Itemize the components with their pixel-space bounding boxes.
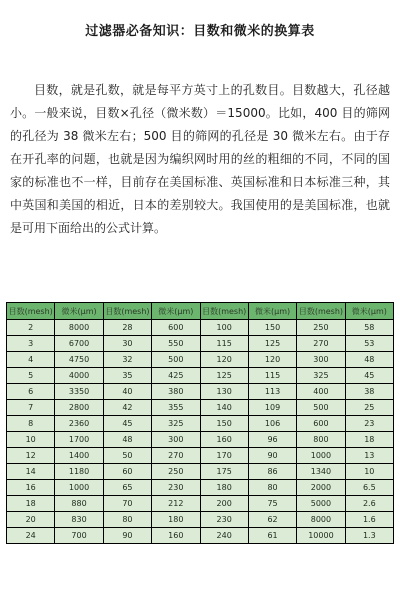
micron-cell: 23 [345,416,393,432]
table-header-row [7,303,394,320]
mesh-cell: 180 [200,480,248,496]
micron-cell: 13 [345,448,393,464]
table-row [7,336,394,352]
micron-cell: 125 [248,336,296,352]
micron-cell: 2800 [55,400,103,416]
micron-cell: 1700 [55,432,103,448]
micron-cell: 25 [345,400,393,416]
micron-cell: 600 [152,320,200,336]
micron-cell: 90 [248,448,296,464]
mesh-cell: 80 [103,512,151,528]
mesh-cell: 30 [103,336,151,352]
article-body [10,79,390,240]
mesh-cell: 10 [7,432,55,448]
mesh-cell: 20 [7,512,55,528]
table-row [7,528,394,544]
micron-cell: 500 [152,352,200,368]
table-row [7,368,394,384]
mesh-cell: 170 [200,448,248,464]
mesh-cell: 5 [7,368,55,384]
micron-cell: 8000 [55,320,103,336]
micron-cell: 62 [248,512,296,528]
mesh-cell: 120 [200,352,248,368]
micron-cell: 550 [152,336,200,352]
micron-cell: 45 [345,368,393,384]
mesh-cell: 10000 [297,528,345,544]
table-row [7,512,394,528]
table-row [7,320,394,336]
micron-cell: 325 [152,416,200,432]
micron-cell: 115 [248,368,296,384]
mesh-cell: 18 [7,496,55,512]
micron-cell: 38 [345,384,393,400]
mesh-cell: 35 [103,368,151,384]
micron-cell: 113 [248,384,296,400]
mesh-cell: 8000 [297,512,345,528]
micron-cell: 6.5 [345,480,393,496]
intro-paragraph: 目数，就是孔数，就是每平方英寸上的孔数目。目数越大，孔径越小。一般来说，目数×孔径（微米数）＝15000。比如，400 目的筛网的孔径为 38 微米左右；500 目的筛网的孔径是 30 微米左右。由于存在开孔率的问题，也就是因为编织网时用的丝的粗细的不同，不同的国家的标准也不一样，目前存在美国标准、英国标准和日本标准三种，其中英国和美国的相近，日本的差别较大。我国使用的是美国标准，也就是可用下面给出的公式计算。 [10,83,390,235]
conversion-table-container [6,302,394,544]
mesh-column-header: 目数(mesh) [200,303,248,320]
mesh-cell: 12 [7,448,55,464]
mesh-cell: 150 [200,416,248,432]
mesh-cell: 50 [103,448,151,464]
micron-cell: 830 [55,512,103,528]
micron-cell: 160 [152,528,200,544]
mesh-cell: 115 [200,336,248,352]
mesh-cell: 2 [7,320,55,336]
micron-cell: 96 [248,432,296,448]
micron-cell: 880 [55,496,103,512]
mesh-cell: 6 [7,384,55,400]
micron-cell: 61 [248,528,296,544]
mesh-cell: 230 [200,512,248,528]
mesh-cell: 100 [200,320,248,336]
mesh-cell: 5000 [297,496,345,512]
micron-cell: 230 [152,480,200,496]
mesh-cell: 200 [200,496,248,512]
micron-cell: 4000 [55,368,103,384]
mesh-cell: 24 [7,528,55,544]
micron-cell: 86 [248,464,296,480]
table-row [7,400,394,416]
mesh-cell: 600 [297,416,345,432]
mesh-column-header: 目数(mesh) [103,303,151,320]
micron-cell: 3350 [55,384,103,400]
table-row [7,464,394,480]
mesh-cell: 240 [200,528,248,544]
mesh-cell: 48 [103,432,151,448]
micron-cell: 58 [345,320,393,336]
mesh-cell: 3 [7,336,55,352]
table-row [7,432,394,448]
table-row [7,480,394,496]
mesh-cell: 60 [103,464,151,480]
mesh-cell: 7 [7,400,55,416]
table-body [7,320,394,544]
mesh-micron-conversion-table [6,302,394,544]
micron-column-header: 微米(μm) [248,303,296,320]
micron-cell: 270 [152,448,200,464]
micron-cell: 10 [345,464,393,480]
mesh-cell: 65 [103,480,151,496]
mesh-cell: 175 [200,464,248,480]
table-row [7,352,394,368]
mesh-cell: 400 [297,384,345,400]
micron-cell: 6700 [55,336,103,352]
mesh-cell: 16 [7,480,55,496]
micron-cell: 1180 [55,464,103,480]
mesh-cell: 28 [103,320,151,336]
mesh-cell: 130 [200,384,248,400]
mesh-cell: 125 [200,368,248,384]
micron-cell: 150 [248,320,296,336]
micron-cell: 48 [345,352,393,368]
micron-cell: 109 [248,400,296,416]
micron-column-header: 微米(μm) [152,303,200,320]
mesh-cell: 160 [200,432,248,448]
mesh-column-header: 目数(mesh) [297,303,345,320]
mesh-cell: 1000 [297,448,345,464]
micron-cell: 1400 [55,448,103,464]
mesh-cell: 140 [200,400,248,416]
micron-cell: 53 [345,336,393,352]
mesh-cell: 90 [103,528,151,544]
micron-cell: 212 [152,496,200,512]
mesh-cell: 4 [7,352,55,368]
micron-cell: 425 [152,368,200,384]
table-row [7,384,394,400]
mesh-cell: 45 [103,416,151,432]
mesh-cell: 70 [103,496,151,512]
mesh-cell: 42 [103,400,151,416]
mesh-cell: 14 [7,464,55,480]
micron-cell: 380 [152,384,200,400]
mesh-cell: 2000 [297,480,345,496]
micron-cell: 180 [152,512,200,528]
mesh-cell: 8 [7,416,55,432]
micron-cell: 1.3 [345,528,393,544]
table-row [7,496,394,512]
micron-cell: 1.6 [345,512,393,528]
table-row [7,448,394,464]
mesh-cell: 800 [297,432,345,448]
mesh-cell: 250 [297,320,345,336]
micron-cell: 2360 [55,416,103,432]
mesh-cell: 40 [103,384,151,400]
micron-cell: 355 [152,400,200,416]
micron-cell: 106 [248,416,296,432]
mesh-cell: 300 [297,352,345,368]
mesh-cell: 325 [297,368,345,384]
micron-column-header: 微米(μm) [345,303,393,320]
micron-cell: 120 [248,352,296,368]
micron-cell: 80 [248,480,296,496]
page-title: 过滤器必备知识：目数和微米的换算表 [85,24,315,39]
mesh-cell: 270 [297,336,345,352]
mesh-cell: 500 [297,400,345,416]
micron-column-header: 微米(μm) [55,303,103,320]
micron-cell: 700 [55,528,103,544]
micron-cell: 75 [248,496,296,512]
micron-cell: 250 [152,464,200,480]
micron-cell: 2.6 [345,496,393,512]
mesh-column-header: 目数(mesh) [7,303,55,320]
mesh-cell: 1340 [297,464,345,480]
micron-cell: 300 [152,432,200,448]
micron-cell: 4750 [55,352,103,368]
micron-cell: 1000 [55,480,103,496]
mesh-cell: 32 [103,352,151,368]
table-row [7,416,394,432]
micron-cell: 18 [345,432,393,448]
